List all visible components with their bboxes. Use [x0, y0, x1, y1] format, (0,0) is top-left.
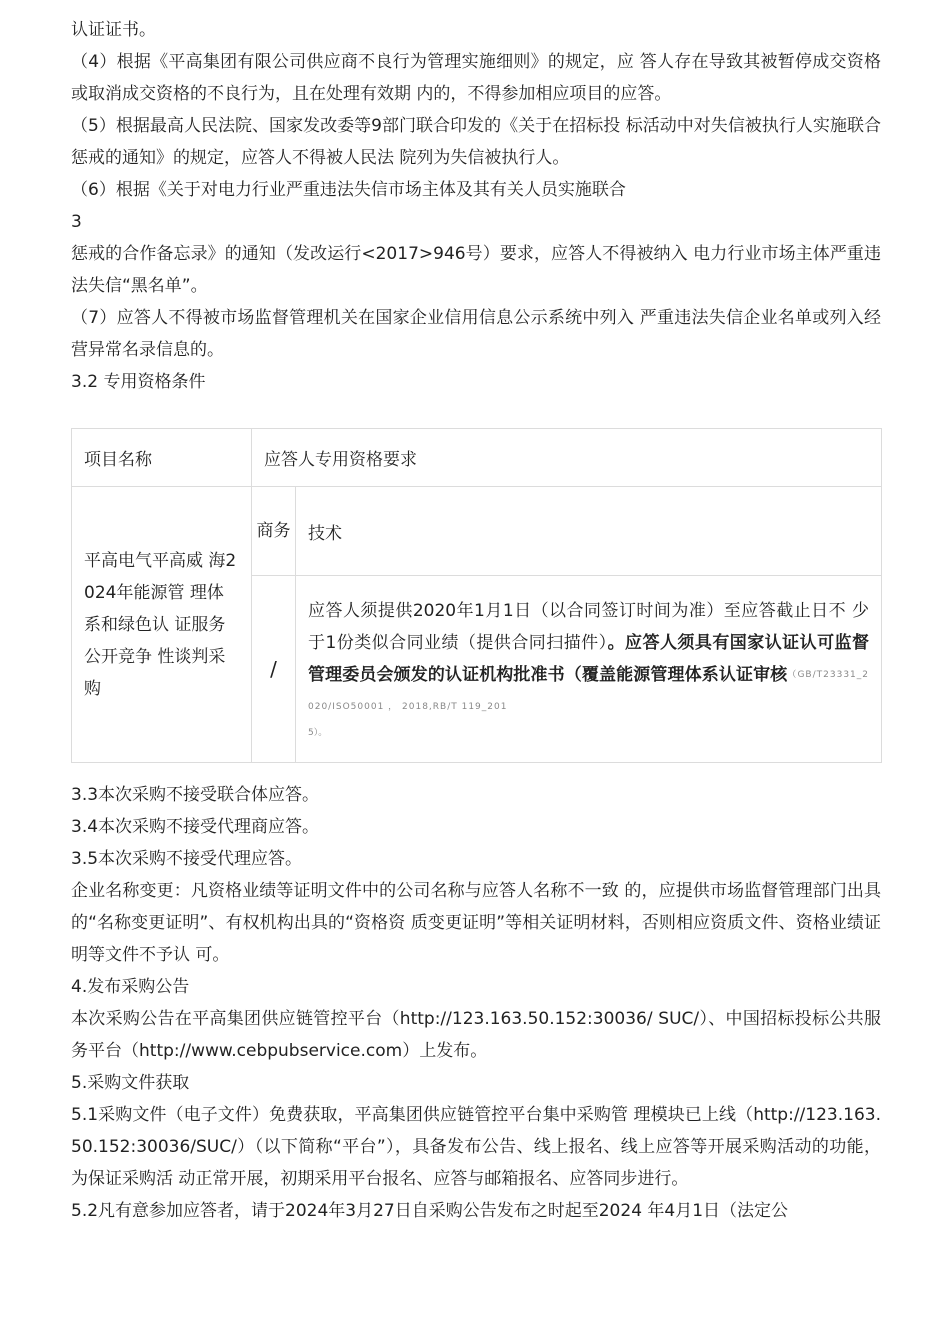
requirement-standard-text: （GB/T23331_2020/ISO50001 ， 2018,RB/T 119_201: [308, 670, 869, 712]
paragraph-5-2: 5.2凡有意参加应答者，请于2024年3月27日自采购公告发布之时起至2024 年4月1日（法定公: [71, 1201, 789, 1221]
paragraph-name-change: 企业名称变更：凡资格业绩等证明文件中的公司名称与应答人名称不一致 的，应提供市场监督管理部门出具的“名称变更证明”、有权机构出具的“资格资 质变更证明”等相关证明材料，否则相应资质文件、资格业绩证明等文件不予认 可。: [71, 881, 881, 965]
section-heading-4: 4.发布采购公告: [71, 977, 190, 997]
section-heading-5: 5.采购文件获取: [71, 1073, 190, 1093]
header-project-name: 项目名称: [72, 429, 252, 487]
table-header-row: [72, 429, 882, 487]
paragraph-3-4: 3.4本次采购不接受代理商应答。: [71, 817, 320, 837]
business-value-cell: /: [252, 576, 296, 763]
requirement-text-b: 。应答人须具有国家认证认可监督管理委员会颁发的认证机构批准书（覆盖能源管理体系认证审核: [308, 633, 869, 685]
header-requirement: 应答人专用资格要求: [252, 429, 882, 487]
paragraph-3-3: 3.3本次采购不接受联合体应答。: [71, 785, 320, 805]
paragraph-cert-end: 认证证书。: [71, 20, 156, 40]
requirement-text-a: 应答人须提供2020年1月1日（以合同签订时间为准）至应答截止日不 少于1份类似合同业绩（提供合同扫描件）: [308, 601, 869, 653]
section-heading-3-2: 3.2 专用资格条件: [71, 372, 206, 392]
technical-requirement-cell: [296, 576, 882, 763]
paragraph-clause-6-start: （6）根据《关于对电力行业严重违法失信市场主体及其有关人员实施联合: [71, 180, 626, 200]
document-page: [71, 14, 881, 1227]
requirements-table: [71, 428, 882, 763]
paragraph-clause-7: （7）应答人不得被市场监督管理机关在国家企业信用信息公示系统中列入 严重违法失信企业名单或列入经营异常名录信息的。: [71, 308, 881, 360]
sub-header-technical: 技术: [296, 487, 882, 576]
paragraph-clause-5: （5）根据最高人民法院、国家发改委等9部门联合印发的《关于在招标投 标活动中对失信被执行人实施联合惩戒的通知》的规定，应答人不得被人民法 院列为失信被执行人。: [71, 116, 881, 168]
paragraph-publish: 本次采购公告在平高集团供应链管控平台（http://123.163.50.152:30036/ SUC/）、中国招标投标公共服务平台（http://www.cebpubservice.com）上发布。: [71, 1009, 881, 1061]
sub-header-business: 商务: [252, 487, 296, 576]
paragraph-clause-4: （4）根据《平高集团有限公司供应商不良行为管理实施细则》的规定，应 答人存在导致其被暂停成交资格或取消成交资格的不良行为，且在处理有效期 内的，不得参加相应项目的应答。: [71, 52, 881, 104]
table-sub-header-row: [72, 487, 882, 576]
requirement-standard-end: 5）。: [308, 728, 328, 738]
paragraph-5-1: 5.1采购文件（电子文件）免费获取，平高集团供应链管控平台集中采购管 理模块已上线（http://123.163.50.152:30036/SUC/）（以下简称“平台”），具备发布公告、线上报名、线上应答等开展采购活动的功能，为保证采购活 动正常开展，初期采用平台报名、应答与邮箱报名、应答同步进行。: [71, 1105, 881, 1189]
paragraph-clause-6-cont: 惩戒的合作备忘录》的通知（发改运行<2017>946号）要求，应答人不得被纳入 电力行业市场主体严重违法失信“黑名单”。: [71, 244, 881, 296]
project-name-cell: 平高电气平高威 海2024年能源管 理体系和绿色认 证服务公开竞争 性谈判采购: [72, 487, 252, 763]
paragraph-3-5: 3.5本次采购不接受代理应答。: [71, 849, 303, 869]
page-number: 3: [71, 212, 82, 232]
